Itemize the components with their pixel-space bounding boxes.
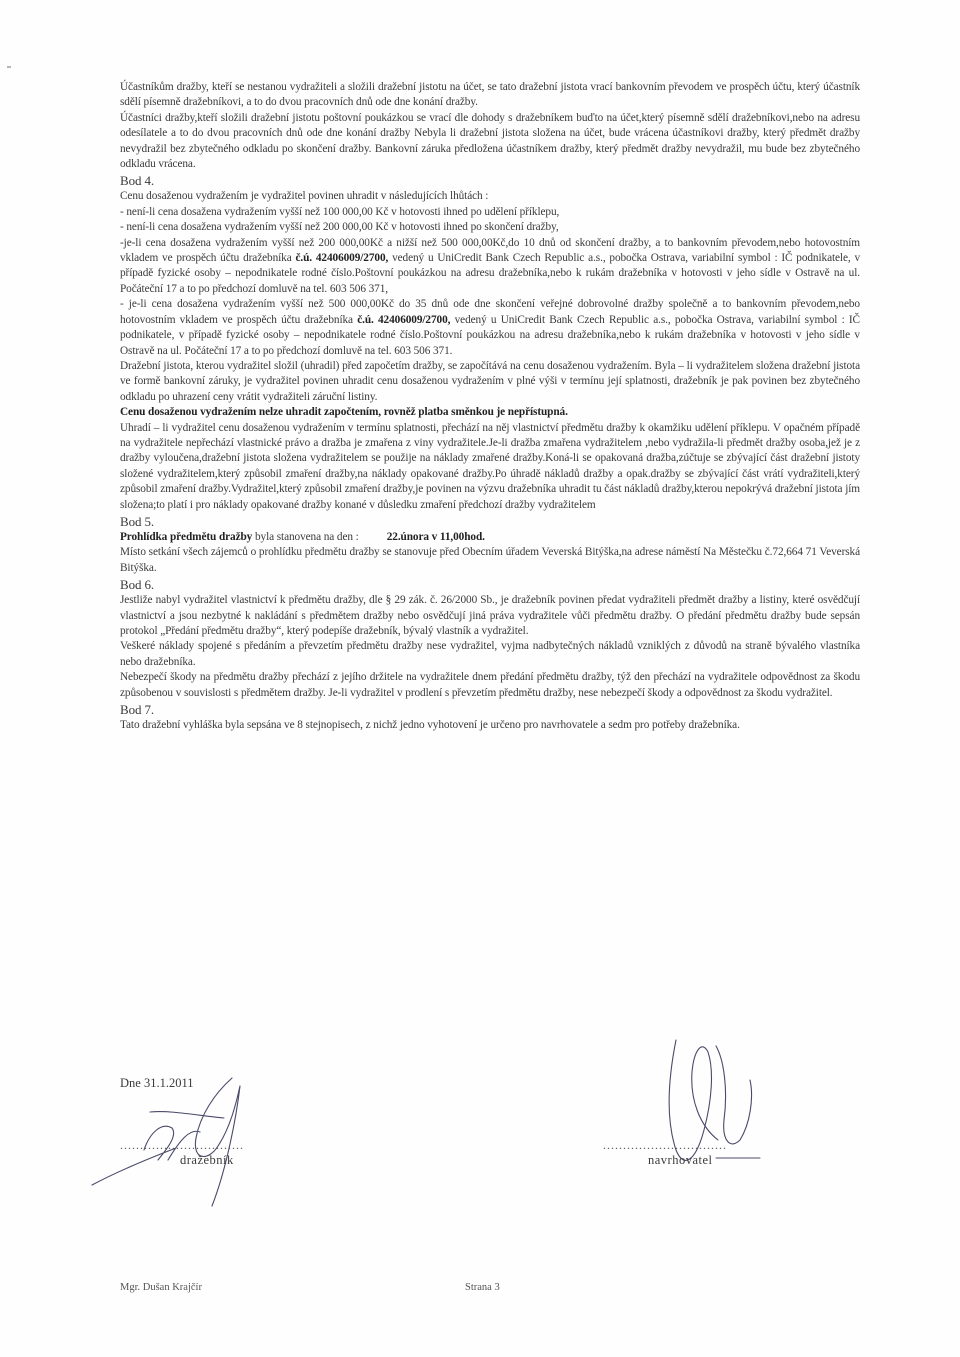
- payment-intro: Cenu dosaženou vydražením je vydražitel povinen uhradit v následujících lhůtách :: [120, 190, 489, 203]
- signature-line-left: ...............................: [120, 1138, 244, 1152]
- payment-term-2: - není-li cena dosažena vydražením vyšší než 200 000,00 Kč v hotovosti ihned po skončení dražby,: [120, 221, 559, 234]
- signature-label-proposer: navrhovatel: [648, 1153, 713, 1167]
- section-heading-bod4: Bod 4.: [120, 173, 155, 189]
- term-3-text-b: vedený u UniCredit Bank Czech Republic a.s., pobočka Ostrava, variabilní symbol : IČ podnikatele, v případě fyzické osoby – nepodnikatele rodné číslo.Poštovní poukázkou na adresu dražebníka,nebo k rukám dražebníka v hotovosti v jeho sídle v Ostravě na ul. Počáteční 17 a to po předchozí domluvě na tel. 603 506 371,: [120, 252, 861, 295]
- section-heading-bod6: Bod 6.: [120, 577, 155, 593]
- ownership-paragraph: Uhradí – li vydražitel cenu dosaženou vydražením v termínu splatnosti, přechází na něj vlastnictví předmětu dražby k okamžiku udělení příklepu. V opačném případě na vydražitele nepřechází vlastnické právo a dražba je zmařena z viny vydražitele.Je-li dražba zmařena vydražitelem ,nebo vydražila-li předmět dražby osoba,jež je z dražby vyloučena,dražební jistota složena vydražitelem se použije na náklady zmařené dražby.Koná-li se opakovaná dražba,zúčtuje se zbývající část dražební jistoty složené vydražitelem,který způsobil zmaření dražby,na náklady opakované dražby.Po úhradě nákladů dražby a opak.dražby se zbývající část vrátí vydražiteli,který způsobil zmaření dražby.Vydražitel,který způsobil zmaření dražby,je povinen na výzvu dražebníka uhradit tu část nákladů dražby,kterou nepokrývá dražební jistota jím složena;to platí i pro náklady opakované dražby konané v důsledku zmaření předchozí dražby vydražitelem: [120, 421, 860, 511]
- copies-paragraph: Tato dražební vyhláška byla sepsána ve 8 stejnopisech, z nichž jedno vyhotovení je určeno pro navrhovatele a sedm pro potřeby dražebníka.: [120, 719, 740, 732]
- page-number: Strana 3: [465, 1282, 500, 1293]
- term-3-text-a: -je-li cena dosažena vydražením vyšší než 200 000,00Kč a nižší než 500 000,00Kč,do 10 dnů od skončení dražby, a to bankovním převodem,nebo hotovostním vkladem ve prospěch účtu dražebníka: [120, 236, 860, 265]
- meeting-place: Místo setkání všech zájemců o prohlídku předmětu dražby se stanovuje před Obecním úřadem Veverská Bitýška,na adrese náměstí Na Městečku č.72,664 71 Veverská Bitýška.: [120, 546, 860, 574]
- inspection-label: Prohlídka předmětu dražby: [120, 530, 253, 543]
- deposit-paragraph: Dražební jistota, kterou vydražitel složil (uhradil) před započetím dražby, se započítává na cenu dosaženou vydražením. Byla – li vydražitelem složena dražební jistota ve formě bankovní záruky, je vydražitel povinen uhradit cenu dosaženou vydražením v plné výši v termínu její splatnosti, dražebník je pak povinen bez zbytečného odkladu po uhrazení ceny vrátit vydražiteli záruční listiny.: [120, 359, 860, 403]
- refund-paragraph: Účastníkům dražby, kteří se nestanou vydražiteli a složili dražební jistotu na účet, se tato dražební jistota vrací bankovním převodem ve prospěch účtu, který účastník sdělí písemně dražebníkovi, a to do dvou pracovních dnů ode dne konání dražby.: [120, 81, 860, 109]
- risk-paragraph: Nebezpečí škody na předmětu dražby přechází z jejího držitele na vydražitele dnem předání předmětu dražby, týž den přechází na vydražitele odpovědnost za škodu způsobenou v souvislosti s předmětem dražby. Je-li vydražitel v prodlení s převzetím předmětu dražby, nese nebezpečí škody a odpovědnost za škodu vydražitel.: [120, 671, 860, 699]
- term-4-text-a: - je-li cena dosažena vydražením vyšší než 500 000,00Kč do 35 dnů ode dne skončení veřejné dobrovolné dražby společně a to bankovním převodem,nebo hotovostním vkladem ve prospěch účtu dražebníka: [120, 298, 860, 326]
- signing-date: Dne 31.1.2011: [120, 1076, 194, 1090]
- payment-term-1: - není-li cena dosažena vydražením vyšší než 100 000,00 Kč v hotovosti ihned po udělení příklepu,: [120, 205, 560, 218]
- section-heading-bod5: Bod 5.: [120, 513, 155, 529]
- costs-paragraph: Veškeré náklady spojené s předáním a převzetím předmětu dražby nese vydražitel, vyjma nadbytečných nákladů vzniklých z důvodů na straně bývalého vlastníka nebo dražebníka.: [120, 640, 860, 668]
- signature-label-auctioneer: dražebník: [180, 1153, 234, 1167]
- postal-refund-paragraph: Účastníci dražby,kteří složili dražební jistotu poštovní poukázkou se vrací dle dohody s dražebníkem buďto na účet,který písemně sdělí dražebníkovi,nebo na adresu odesílatele a to do dvou pracovních dnů ode dne konání dražby Nebyla li dražební jistota složena na účet, bude vrácena účastníkovi dražby, který předmět dražby nevydražil bez zbytečného odkladu po skončení dražby. Bankovní záruka předložena účastníkem dražby, který předmět dražby nevydražil, mu bude bez zbytečného odkladu vrácena.: [120, 111, 860, 171]
- signature-line-right: ...............................: [603, 1138, 727, 1152]
- account-number: č.ú. 42406009/2700,: [357, 313, 451, 326]
- section-heading-bod7: Bod 7.: [120, 702, 155, 718]
- inspection-text: byla stanovena na den :: [252, 530, 359, 543]
- handover-paragraph: Jestliže nabyl vydražitel vlastnictví k předmětu dražby, dle § 29 zák. č. 26/2000 Sb., je dražebník povinen předat vydražiteli předmět dražby a listiny, které osvědčují vlastnictví a jsou nezbytné k nakládání s předmětem dražby nebo osvědčují jiná práva vydražitele vůči předmětu dražby. O předání předmětu dražby bude sepsán protokol „Předání předmětu dražby“, který podepíše dražebník, bývalý vlastník a vydražitel.: [120, 594, 860, 637]
- account-number: č.ú. 42406009/2700,: [295, 252, 389, 265]
- term-4-text-b: vedený u UniCredit Bank Czech Republic a.s., pobočka Ostrava, variabilní symbol : IČ podnikatele, v případě fyzické osoby – nepodnikatele rodné číslo.Poštovní poukázkou na adresu dražebníka,nebo k rukám dražebníka v hotovosti v jeho sídle v Ostravě na ul. Počáteční 17 a to po předchozí domluvě na tel. 603 506 371.: [120, 313, 860, 357]
- inspection-date: 22.února v 11,00hod.: [386, 530, 485, 543]
- footer-author: Mgr. Dušan Krajčír: [120, 1282, 202, 1293]
- no-offset-warning: Cenu dosaženou vydražením nelze uhradit započtením, rovněž platba směnkou je nepřístupná.: [120, 406, 568, 419]
